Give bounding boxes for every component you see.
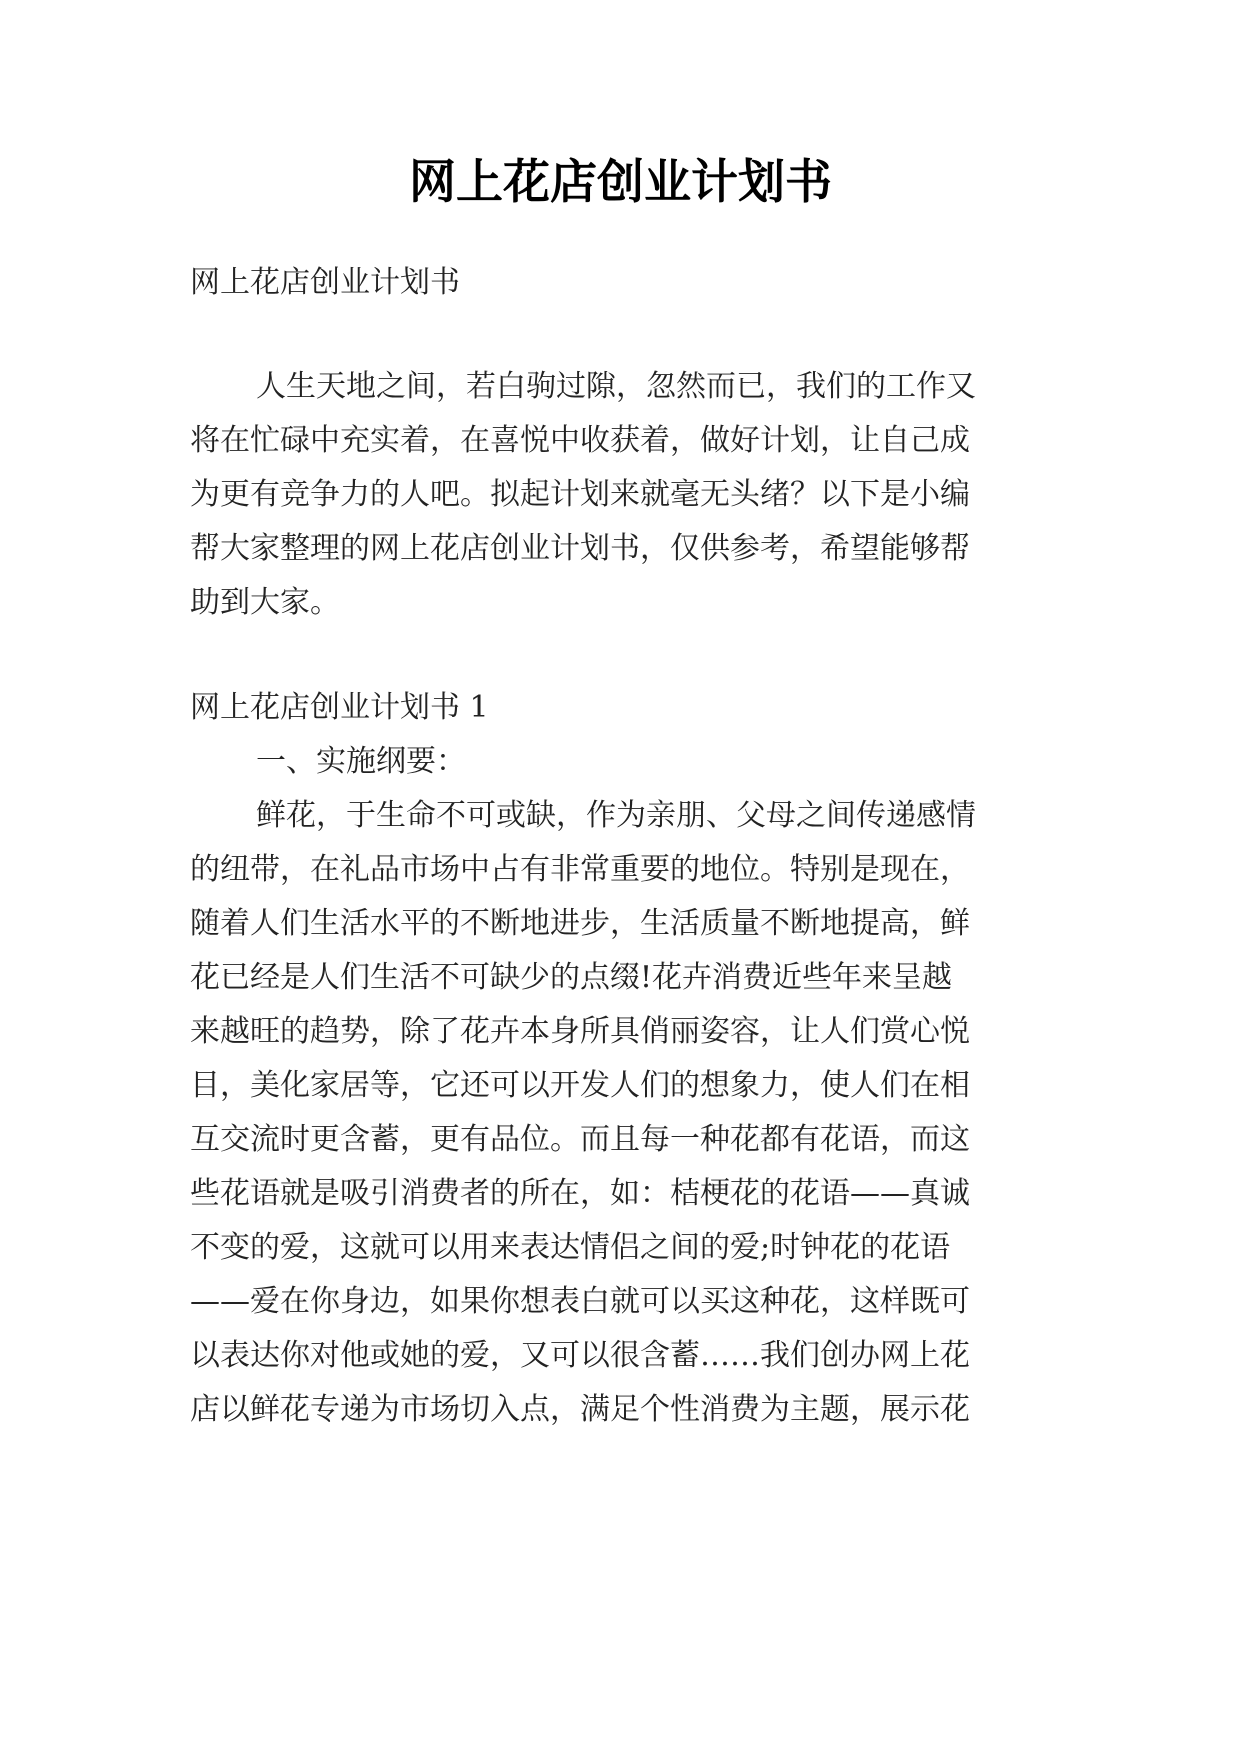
- body-line: ——爱在你身边，如果你想表白就可以买这种花，这样既可: [190, 1284, 970, 1319]
- intro-line: 将在忙碌中充实着，在喜悦中收获着，做好计划，让自己成: [190, 423, 970, 458]
- body-line: 来越旺的趋势，除了花卉本身所具俏丽姿容，让人们赏心悦: [190, 1014, 970, 1049]
- intro-line: 为更有竞争力的人吧。拟起计划来就毫无头绪？以下是小编: [190, 477, 970, 512]
- body-line: 花已经是人们生活不可缺少的点缀!花卉消费近些年来呈越: [190, 960, 953, 995]
- body-line: 些花语就是吸引消费者的所在，如：桔梗花的花语——真诚: [190, 1176, 970, 1211]
- body-line: 店以鲜花专递为市场切入点，满足个性消费为主题，展示花: [190, 1392, 970, 1427]
- intro-line: 助到大家。: [190, 585, 340, 620]
- document-subtitle: 网上花店创业计划书: [190, 265, 460, 300]
- body-line: 的纽带，在礼品市场中占有非常重要的地位。特别是现在，: [190, 852, 970, 887]
- body-line: 目，美化家居等，它还可以开发人们的想象力，使人们在相: [190, 1068, 970, 1103]
- body-line: 不变的爱，这就可以用来表达情侣之间的爱;时钟花的花语: [190, 1230, 951, 1265]
- section-heading: 网上花店创业计划书 1: [190, 690, 489, 725]
- intro-line: 人生天地之间，若白驹过隙，忽然而已，我们的工作又: [256, 369, 976, 404]
- intro-line: 帮大家整理的网上花店创业计划书，仅供参考，希望能够帮: [190, 531, 970, 566]
- body-line: 鲜花，于生命不可或缺，作为亲朋、父母之间传递感情: [256, 798, 976, 833]
- body-line: 以表达你对他或她的爱，又可以很含蓄……我们创办网上花: [190, 1338, 970, 1373]
- subsection-heading: 一、实施纲要：: [256, 744, 466, 779]
- body-line: 随着人们生活水平的不断地进步，生活质量不断地提高，鲜: [190, 906, 970, 941]
- body-line: 互交流时更含蓄，更有品位。而且每一种花都有花语，而这: [190, 1122, 970, 1157]
- document-title: 网上花店创业计划书: [409, 155, 832, 210]
